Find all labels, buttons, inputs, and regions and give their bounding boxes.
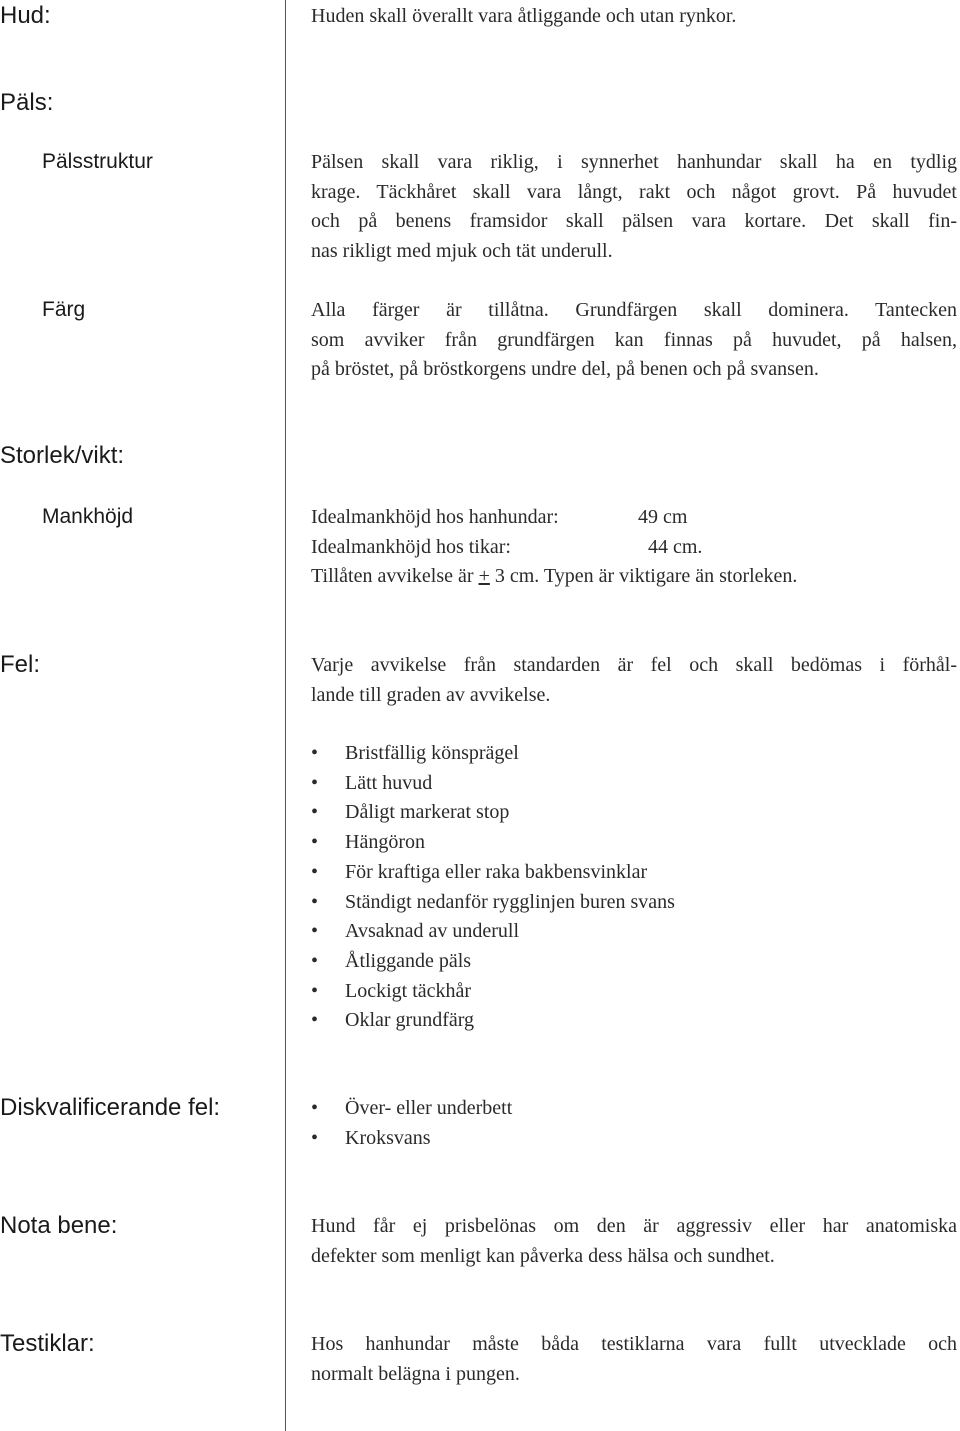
bullet-icon: • — [311, 742, 319, 764]
section-heading-pals: Päls: — [0, 89, 54, 116]
mankhojd-text — [311, 503, 957, 592]
list-item: • Bristfällig könsprägel — [311, 739, 675, 769]
section-heading-hud: Hud: — [0, 2, 51, 29]
subheading-farg: Färg — [42, 298, 86, 321]
section-heading-testiklar: Testiklar: — [0, 1330, 95, 1357]
bullet-icon: • — [311, 949, 319, 972]
bullet-icon: • — [311, 979, 319, 1002]
bullet-icon: • — [311, 920, 319, 943]
nota-bene-text: Hund får ej prisbelönas om den är aggressiv eller har anatomiska defekter som menligt kan påverka dess hälsa och sundhet. — [311, 1215, 957, 1267]
bullet-icon: • — [311, 801, 319, 824]
bullet-icon: • — [311, 1126, 319, 1149]
section-heading-nota-bene: Nota bene: — [0, 1212, 118, 1239]
bullet-icon: • — [311, 890, 319, 913]
bullet-icon: • — [311, 860, 319, 883]
bullet-icon: • — [311, 771, 319, 794]
list-item: • Över- eller underbett — [311, 1094, 512, 1124]
list-item: • Kroksvans — [311, 1124, 512, 1154]
farg-text: Alla färger är tillåtna. Grundfärgen skall dominera. Tantecken som avviker från grundfärgen kan finnas på huvudet, på halsen, på bröstet, på bröstkorgens undre del, på benen och på svansen. — [311, 299, 957, 381]
section-heading-storlek: Storlek/vikt: — [0, 442, 125, 469]
bullet-icon: • — [311, 1009, 319, 1032]
list-item: • Hängöron — [311, 828, 675, 858]
section-heading-diskvalificerande: Diskvalificerande fel: — [0, 1094, 221, 1121]
list-item: • För kraftiga eller raka bakbensvinklar — [311, 858, 675, 888]
bullet-icon: • — [311, 831, 319, 854]
mankhojd-avvikelse-row: Tillåten avvikelse är + 3 cm. Typen är viktigare än storleken. — [311, 565, 798, 588]
mankhojd-tikar-row: Idealmankhöjd hos tikar: 44 cm. — [311, 535, 703, 558]
hud-text: Huden skall överallt vara åtliggande och utan rynkor. — [311, 5, 737, 27]
section-heading-fel: Fel: — [0, 651, 41, 678]
list-item: • Lätt huvud — [311, 769, 675, 799]
subheading-palsstruktur: Pälsstruktur — [42, 150, 153, 173]
bullet-icon: • — [311, 1097, 319, 1119]
plus-minus-sign: + — [478, 565, 490, 588]
list-item: • Lockigt täckhår — [311, 977, 675, 1007]
fel-list — [311, 739, 675, 1036]
mankhojd-hanhundar-row: Idealmankhöjd hos hanhundar: 49 cm — [311, 506, 688, 528]
subheading-mankhojd: Mankhöjd — [42, 505, 134, 528]
list-item: • Dåligt markerat stop — [311, 798, 675, 828]
list-item: • Ständigt nedanför rygglinjen buren svans — [311, 888, 675, 918]
diskvalificerande-list — [311, 1094, 512, 1153]
palsstruktur-text: Pälsen skall vara riklig, i synnerhet hanhundar skall ha en tydlig krage. Täckhåret skall vara långt, rakt och något grovt. På huvudet och på benens framsidor skall pälsen vara kortare. Det skall fin- nas rikligt med mjuk och tät underull. — [311, 151, 957, 263]
list-item: • Oklar grundfärg — [311, 1006, 675, 1036]
testiklar-text: Hos hanhundar måste båda testiklarna vara fullt utvecklade och normalt belägna i pungen. — [311, 1333, 957, 1385]
column-divider — [285, 0, 286, 1431]
list-item: • Åtliggande päls — [311, 947, 675, 977]
list-item: • Avsaknad av underull — [311, 917, 675, 947]
fel-intro-text: Varje avvikelse från standarden är fel och skall bedömas i förhål- lande till graden av avvikelse. — [311, 654, 957, 706]
